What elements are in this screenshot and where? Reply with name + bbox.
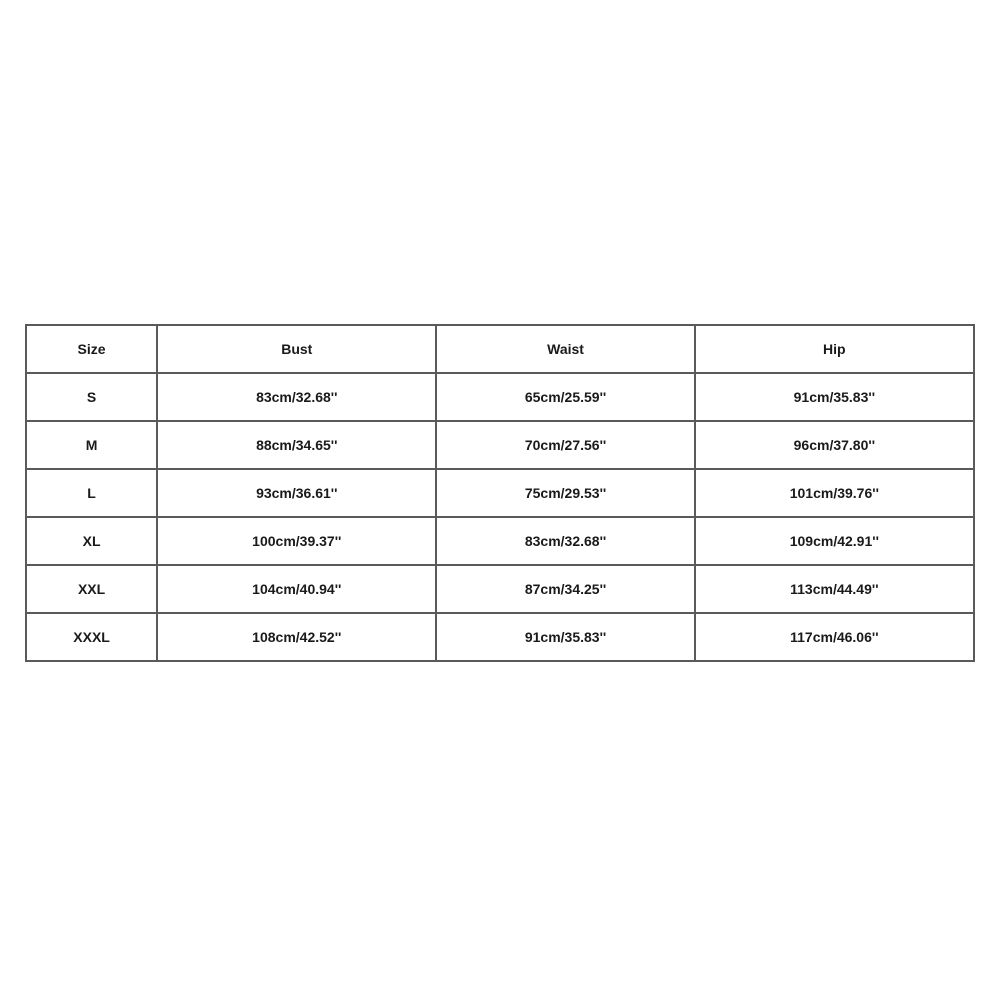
- header-hip: Hip: [695, 325, 974, 373]
- cell-waist: 70cm/27.56'': [436, 421, 694, 469]
- cell-hip: 117cm/46.06'': [695, 613, 974, 661]
- cell-size: M: [26, 421, 157, 469]
- cell-size: XXXL: [26, 613, 157, 661]
- cell-bust: 93cm/36.61'': [157, 469, 436, 517]
- cell-waist: 75cm/29.53'': [436, 469, 694, 517]
- cell-size: S: [26, 373, 157, 421]
- cell-bust: 104cm/40.94'': [157, 565, 436, 613]
- header-size: Size: [26, 325, 157, 373]
- cell-bust: 83cm/32.68'': [157, 373, 436, 421]
- cell-waist: 91cm/35.83'': [436, 613, 694, 661]
- table-header-row: [26, 325, 974, 373]
- table-row: [26, 565, 974, 613]
- cell-hip: 101cm/39.76'': [695, 469, 974, 517]
- table-row: [26, 373, 974, 421]
- table-row: [26, 421, 974, 469]
- header-waist: Waist: [436, 325, 694, 373]
- table-row: [26, 469, 974, 517]
- cell-waist: 65cm/25.59'': [436, 373, 694, 421]
- cell-size: XXL: [26, 565, 157, 613]
- cell-size: L: [26, 469, 157, 517]
- cell-hip: 113cm/44.49'': [695, 565, 974, 613]
- cell-hip: 96cm/37.80'': [695, 421, 974, 469]
- cell-hip: 91cm/35.83'': [695, 373, 974, 421]
- cell-bust: 88cm/34.65'': [157, 421, 436, 469]
- cell-waist: 87cm/34.25'': [436, 565, 694, 613]
- cell-bust: 108cm/42.52'': [157, 613, 436, 661]
- table-row: [26, 613, 974, 661]
- cell-hip: 109cm/42.91'': [695, 517, 974, 565]
- cell-bust: 100cm/39.37'': [157, 517, 436, 565]
- header-bust: Bust: [157, 325, 436, 373]
- cell-waist: 83cm/32.68'': [436, 517, 694, 565]
- size-chart-table: [25, 324, 975, 662]
- cell-size: XL: [26, 517, 157, 565]
- table-row: [26, 517, 974, 565]
